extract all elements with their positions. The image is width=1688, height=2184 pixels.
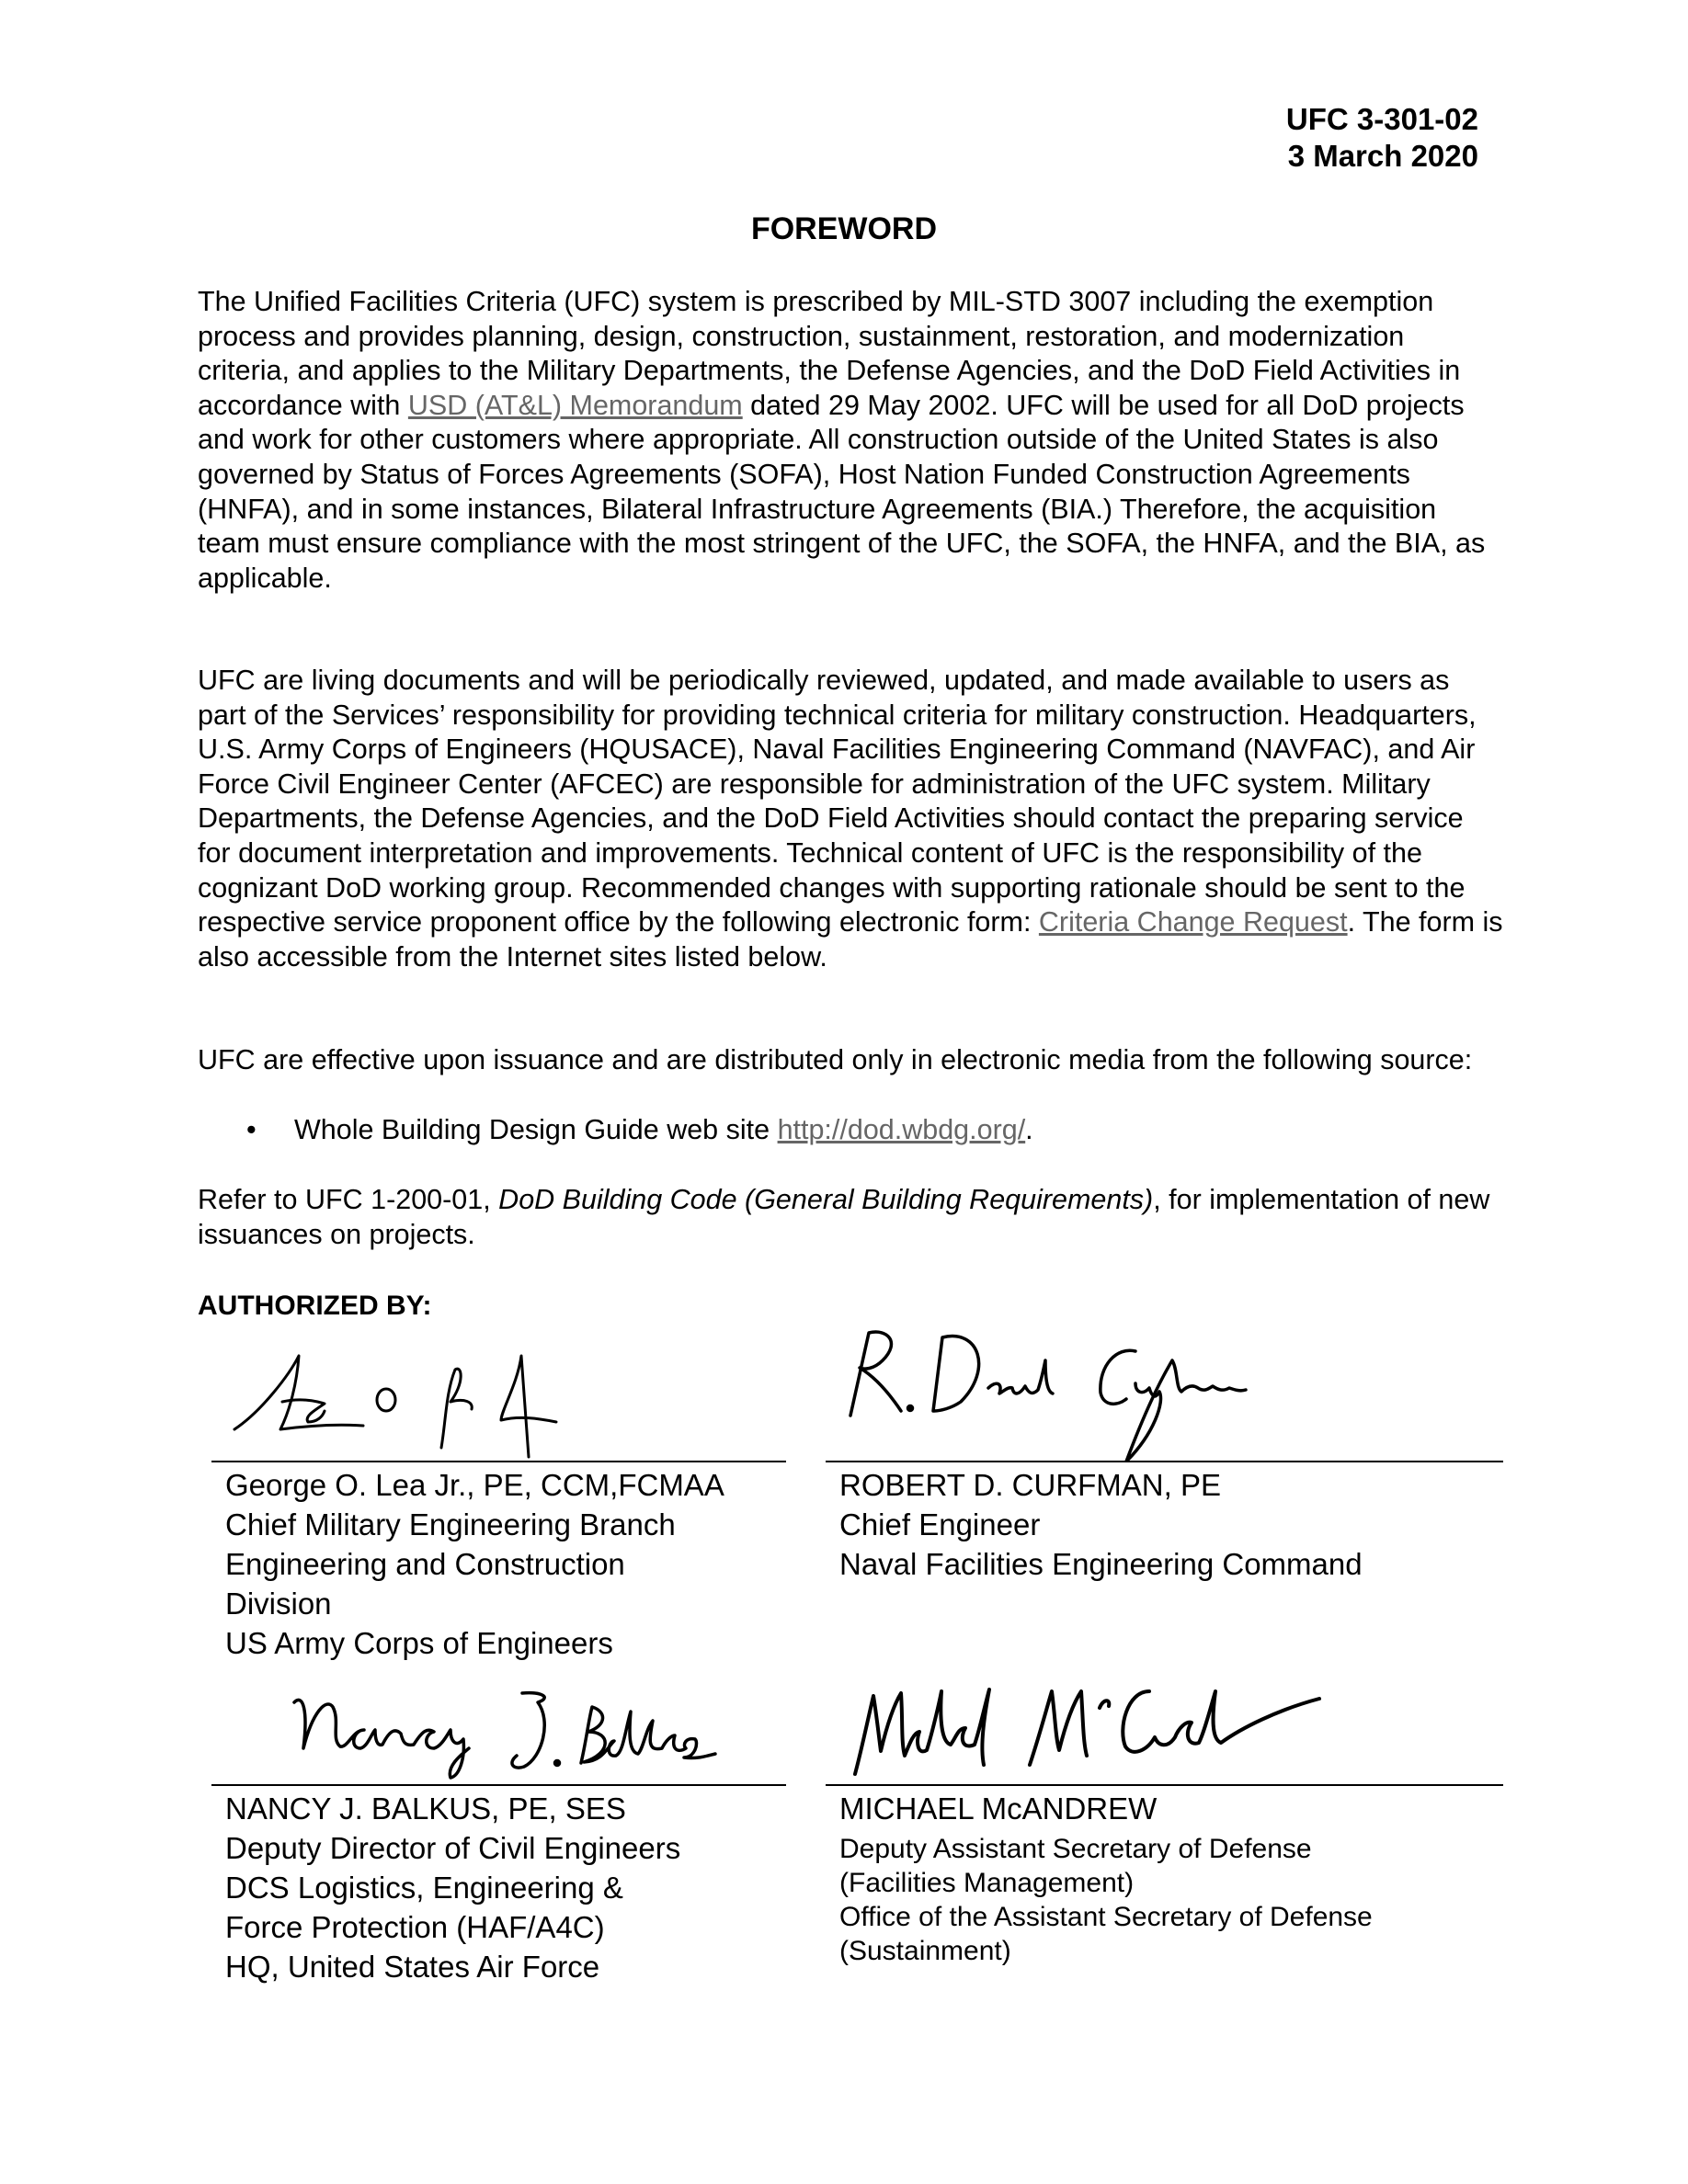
signatory-title-block: [225, 1505, 676, 1663]
signatory-title-line: Naval Facilities Engineering Command: [839, 1547, 1363, 1581]
signatory-title-line: Chief Engineer: [839, 1507, 1041, 1541]
document-id-block: [1286, 101, 1478, 175]
referenced-title: DoD Building Code (General Building Requirements): [498, 1184, 1154, 1215]
paragraph-refer-ufc: [198, 1183, 1503, 1252]
signatory-title-block: [225, 1828, 680, 1986]
paragraph-text: UFC are living documents and will be periodically reviewed, updated, and made available to users as part of the Services’ responsibility for providing technical criteria for military construction. Headquarters, U.S. Army Corps of Engineers (HQUSACE), Naval Facilities Engineering Command (NAVFAC), and Air Force Civil Engineer Center (AFCEC) are responsible for administration of the UFC system. Military Departments, the Defense Agencies, and the DoD Field Activities should contact the preparing service for document interpretation and improvements. Technical content of UFC is the responsibility of the cognizant DoD working group. Recommended changes with supporting rationale should be sent to the respective service proponent office by the following electronic form:: [198, 665, 1477, 938]
signature-line: [826, 1461, 1503, 1462]
signatory-title-line: Deputy Assistant Secretary of Defense: [839, 1834, 1312, 1864]
signatory-title-line: Office of the Assistant Secretary of Defense: [839, 1902, 1373, 1932]
signatory-name: ROBERT D. CURFMAN, PE: [839, 1468, 1221, 1502]
paragraph-text: . The form is also accessible from the Internet sites listed below.: [198, 906, 1503, 973]
criteria-change-request-link[interactable]: Criteria Change Request: [1038, 906, 1348, 938]
signatory-title-line: Engineering and Construction: [225, 1547, 625, 1581]
signatory-title-block: [839, 1505, 1363, 1584]
authorized-by-heading: AUTHORIZED BY:: [198, 1291, 432, 1321]
signatory-name: George O. Lea Jr., PE, CCM,FCMAA: [225, 1468, 724, 1502]
document-date: 3 March 2020: [1287, 139, 1478, 173]
signatory-title-line: US Army Corps of Engineers: [225, 1626, 613, 1660]
signatory-name: MICHAEL McANDREW: [839, 1792, 1158, 1826]
signature-balkus: [276, 1675, 717, 1785]
signatory-name: NANCY J. BALKUS, PE, SES: [225, 1792, 626, 1826]
usd-memorandum-link[interactable]: USD (AT&L) Memorandum: [407, 389, 743, 421]
signatory-title-line: Chief Military Engineering Branch: [225, 1507, 676, 1541]
paragraph-living-documents: [198, 664, 1503, 974]
paragraph-text: Refer to UFC 1-200-01,: [198, 1184, 499, 1215]
signatory-title-line: Force Protection (HAF/A4C): [225, 1910, 605, 1944]
paragraph-distribution: UFC are effective upon issuance and are distributed only in electronic media from the following source:: [198, 1044, 1473, 1075]
list-item-text: Whole Building Design Guide web site: [294, 1114, 778, 1145]
page-title: FOREWORD: [750, 211, 938, 246]
document-number: UFC 3-301-02: [1285, 102, 1478, 136]
signature-line: [211, 1784, 786, 1786]
bullet-icon: •: [246, 1114, 257, 1145]
signature-line: [826, 1784, 1503, 1786]
signatory-title-line: DCS Logistics, Engineering &: [225, 1871, 623, 1905]
wbdg-link[interactable]: http://dod.wbdg.org/: [777, 1114, 1026, 1145]
signature-lea: [225, 1337, 593, 1466]
signature-curfman: [832, 1314, 1255, 1462]
paragraph-ufc-system: [198, 285, 1503, 596]
paragraph-text: dated 29 May 2002. UFC will be used for all DoD projects and work for other customers where appropriate. All construction outside of the United States is also governed by Status of Forces Agreements (SOFA), Host Nation Funded Construction Agreements (HNFA), and in some instances, Bilateral Infrastructure Agreements (BIA.) Therefore, the acquisition team must ensure compliance with the most stringent of the UFC, the SOFA, the HNFA, and the BIA, as applicable.: [198, 389, 1486, 594]
signatory-title-block: [839, 1832, 1373, 1968]
signatory-title-line: (Sustainment): [839, 1936, 1011, 1966]
signatory-title-line: Deputy Director of Civil Engineers: [225, 1831, 681, 1865]
paragraph-text: The Unified Facilities Criteria (UFC) system is prescribed by MIL-STD 3007 including the exemption process and provides planning, design, construction, sustainment, restoration, and modernization criteria, and applies to the Military Departments, the Defense Agencies, and the DoD Field Activities in accordance with: [198, 286, 1461, 421]
list-item: [246, 1113, 1033, 1148]
signatory-title-line: HQ, United States Air Force: [225, 1950, 600, 1984]
list-item-punctuation: .: [1025, 1114, 1033, 1145]
signature-mcandrew: [846, 1655, 1324, 1792]
signature-line: [211, 1461, 786, 1462]
paragraph-text: , for implementation of new issuances on projects.: [198, 1184, 1490, 1250]
signatory-title-line: (Facilities Management): [839, 1868, 1135, 1898]
signatory-title-line: Division: [225, 1587, 332, 1621]
